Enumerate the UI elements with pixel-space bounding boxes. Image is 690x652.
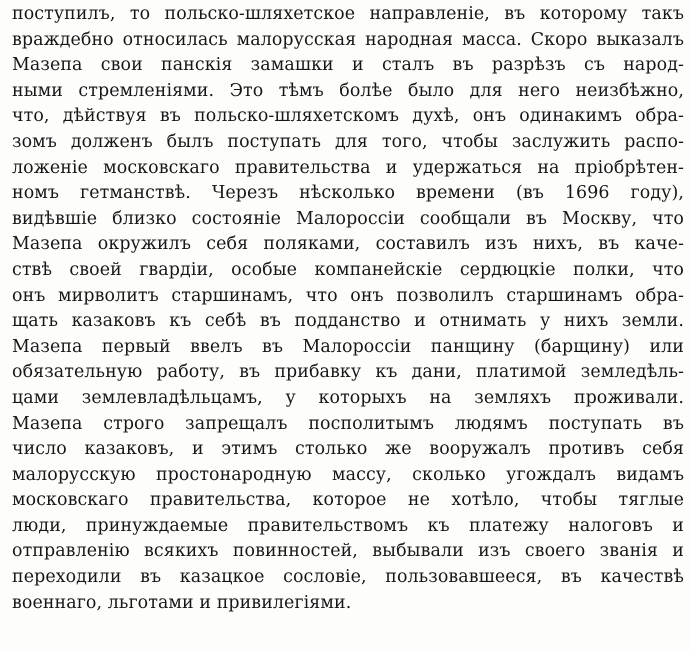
- text-line: ствѣ своей гвардіи, особые компанейскіе сердюцкіе полки, что: [12, 259, 684, 280]
- text-line: малорусскую простонародную массу, сколько угождалъ видамъ: [12, 464, 684, 485]
- text-line: московскаго правительства, которое не хотѣло, чтобы тяглые: [12, 490, 684, 511]
- text-line: видѣвшіе близко состояніе Малороссіи сообщали въ Москву, что: [12, 208, 684, 229]
- text-line: Мазепа первый ввелъ въ Малороссіи панщину (барщину) или: [12, 336, 684, 357]
- text-line: Мазепа свои панскія замашки и сталъ въ разрѣзъ съ народ-: [12, 55, 684, 76]
- text-line: враждебно относилась малорусская народная масса. Скоро выказалъ: [12, 29, 684, 50]
- text-line: Мазепа окружилъ себя поляками, составилъ изъ нихъ, въ каче-: [12, 234, 684, 255]
- text-line: военнаго, льготами и привилегіями.: [12, 592, 352, 613]
- text-line: люди, принуждаемые правительствомъ къ платежу налоговъ и: [12, 515, 684, 536]
- text-line: ными стремленіями. Это тѣмъ болѣе было для него неизбѣжно,: [12, 80, 684, 101]
- text-line: поступилъ, то польско-шляхетское направленіе, въ которому такъ: [12, 4, 684, 24]
- text-line: отправленію всякихъ повинностей, выбывали изъ своего званія и: [12, 541, 684, 562]
- text-line: число казаковъ, и этимъ столько же вооружалъ противъ себя: [12, 439, 684, 460]
- text-line: номъ гетманствѣ. Черезъ нѣсколько времени (въ 1696 году),: [12, 183, 684, 204]
- text-line: щать казаковъ къ себѣ въ подданство и отнимать у нихъ земли.: [12, 311, 684, 332]
- text-line: Мазепа строго запрещалъ посполитымъ людямъ поступать въ: [12, 413, 684, 434]
- text-line: цами землевладѣльцамъ, у которыхъ на земляхъ проживали.: [12, 387, 684, 408]
- text-line: онъ мирволитъ старшинамъ, что онъ позволилъ старшинамъ обра-: [12, 285, 684, 306]
- text-line: обязательную работу, въ прибавку къ дани, платимой земледѣль-: [12, 362, 684, 383]
- text-line: ложеніе московскаго правительства и удержаться на пріобрѣтен-: [12, 157, 684, 178]
- text-line: что, дѣйствуя въ польско-шляхетскомъ духѣ, онъ одинакимъ обра-: [12, 106, 684, 127]
- text-line: переходили въ казацкое сословіе, пользовавшееся, въ качествѣ: [12, 567, 684, 588]
- text-line: зомъ долженъ былъ поступать для того, чтобы заслужить распо-: [12, 131, 684, 152]
- body-text: [12, 2, 684, 616]
